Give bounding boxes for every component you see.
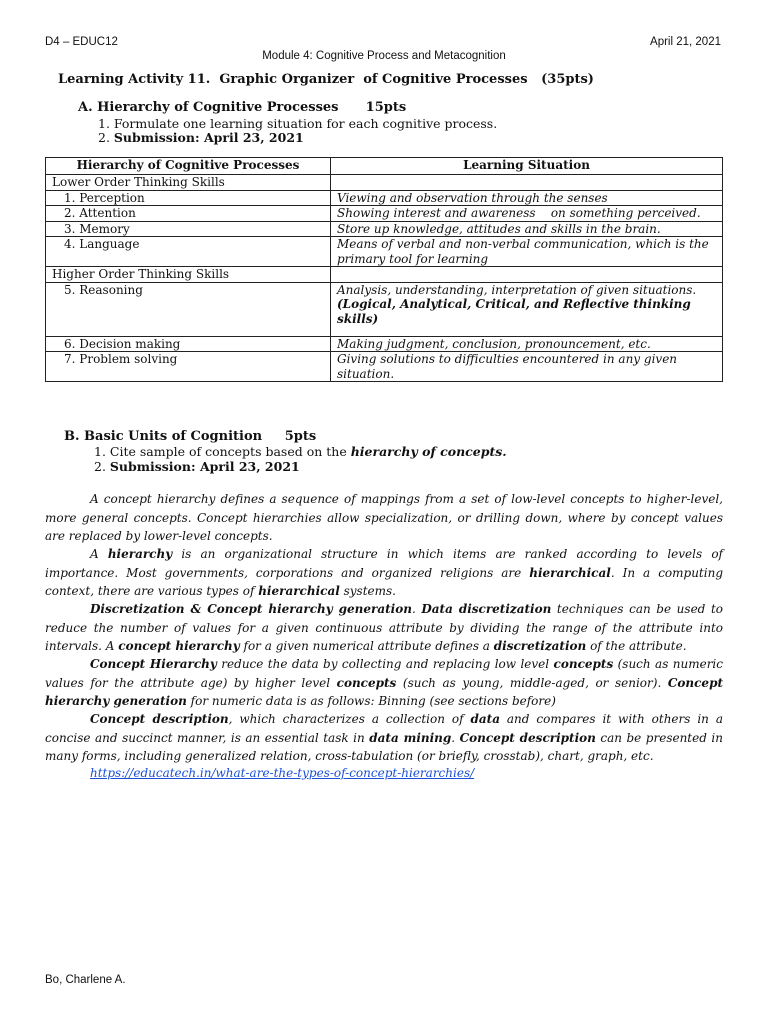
table-row (46, 190, 723, 206)
table-row (46, 282, 723, 336)
process-cell: 3. Memory (46, 221, 331, 237)
header-module: Module 4: Cognitive Process and Metacognition (262, 50, 506, 62)
situation-cell: Store up knowledge, attitudes and skills in the brain. (331, 221, 723, 237)
reference-link[interactable]: https://educatech.in/what-are-the-types-of-concept-hierarchies/ (90, 766, 475, 780)
table-group-row (46, 267, 723, 283)
situation-cell: Viewing and observation through the senses (331, 190, 723, 206)
situation-cell: Showing interest and awareness on something perceived. (331, 206, 723, 222)
activity-title: Learning Activity 11. Graphic Organizer of Cognitive Processes (35pts) (58, 72, 594, 87)
col-header-process: Hierarchy of Cognitive Processes (46, 158, 331, 175)
paragraph-4: Concept Hierarchy reduce the data by collecting and replacing low level concepts (such as numeric values for the attribute age) by higher level concepts (such as young, middle-aged, or senior). Concept hierarchy generation for numeric data is as follows: Binning (see sections before) (45, 657, 723, 708)
empty-cell (331, 267, 723, 283)
table-group-row (46, 175, 723, 191)
group-higher-order: Higher Order Thinking Skills (46, 267, 331, 283)
table-row (46, 206, 723, 222)
table-header-row (46, 158, 723, 175)
table-row (46, 336, 723, 352)
paragraph-2: A hierarchy is an organizational structure in which items are ranked according to levels of importance. Most governments, corporations and organized religions are hierarchical. In a computing context, there are various types of hierarchical systems. (45, 547, 724, 598)
process-cell: 2. Attention (46, 206, 331, 222)
situation-cell: Making judgment, conclusion, pronouncement, etc. (331, 336, 723, 352)
col-header-situation: Learning Situation (331, 158, 723, 175)
process-cell: 6. Decision making (46, 336, 331, 352)
empty-cell (331, 175, 723, 191)
process-cell: 1. Perception (46, 190, 331, 206)
situation-cell: Analysis, understanding, interpretation of given situations. (Logical, Analytical, Critical, and Reflective thinking skills) (331, 282, 723, 336)
situation-cell: Means of verbal and non-verbal communication, which is the primary tool for learning (331, 237, 723, 267)
situation-cell: Giving solutions to difficulties encountered in any given situation. (331, 352, 723, 382)
process-cell: 5. Reasoning (46, 282, 331, 336)
section-a-heading: A. Hierarchy of Cognitive Processes 15pts (78, 100, 407, 115)
footer-author: Bo, Charlene A. (45, 974, 126, 986)
group-lower-order: Lower Order Thinking Skills (46, 175, 331, 191)
table-row (46, 221, 723, 237)
paragraph-5: Concept description, which characterizes a collection of data and compares it with others in a concise and succinct manner, is an essential task in data mining. Concept description can be presented in many forms, including generalized relation, cross-tabulation (or briefly, crosstab), chart, graph, etc. (45, 712, 723, 763)
section-b-item-2: 2. Submission: April 23, 2021 (94, 459, 300, 474)
section-a-item-2: 2. Submission: April 23, 2021 (98, 130, 304, 145)
table-row (46, 352, 723, 382)
process-cell: 7. Problem solving (46, 352, 331, 382)
header-date: April 21, 2021 (650, 36, 721, 48)
paragraph-1: A concept hierarchy defines a sequence of mappings from a set of low-level concepts to higher-level, more general concepts. Concept hierarchies allow specialization, or drilling down, where by concept values are replaced by lower-level concepts. (45, 492, 723, 543)
table-row (46, 237, 723, 267)
header-course: D4 – EDUC12 (45, 36, 118, 48)
process-cell: 4. Language (46, 237, 331, 267)
section-a-item-1: 1. Formulate one learning situation for each cognitive process. (98, 116, 498, 131)
section-b-heading: B. Basic Units of Cognition 5pts (64, 429, 317, 444)
paragraph-3: Discretization & Concept hierarchy generation. Data discretization techniques can be used to reduce the number of values for a given continuous attribute by dividing the range of the attribute into intervals. A concept hierarchy for a given numerical attribute defines a discretization of the attribute. (45, 602, 723, 653)
section-b-item-1: 1. Cite sample of concepts based on the hierarchy of concepts. (94, 444, 507, 459)
cognitive-process-table (45, 157, 723, 382)
